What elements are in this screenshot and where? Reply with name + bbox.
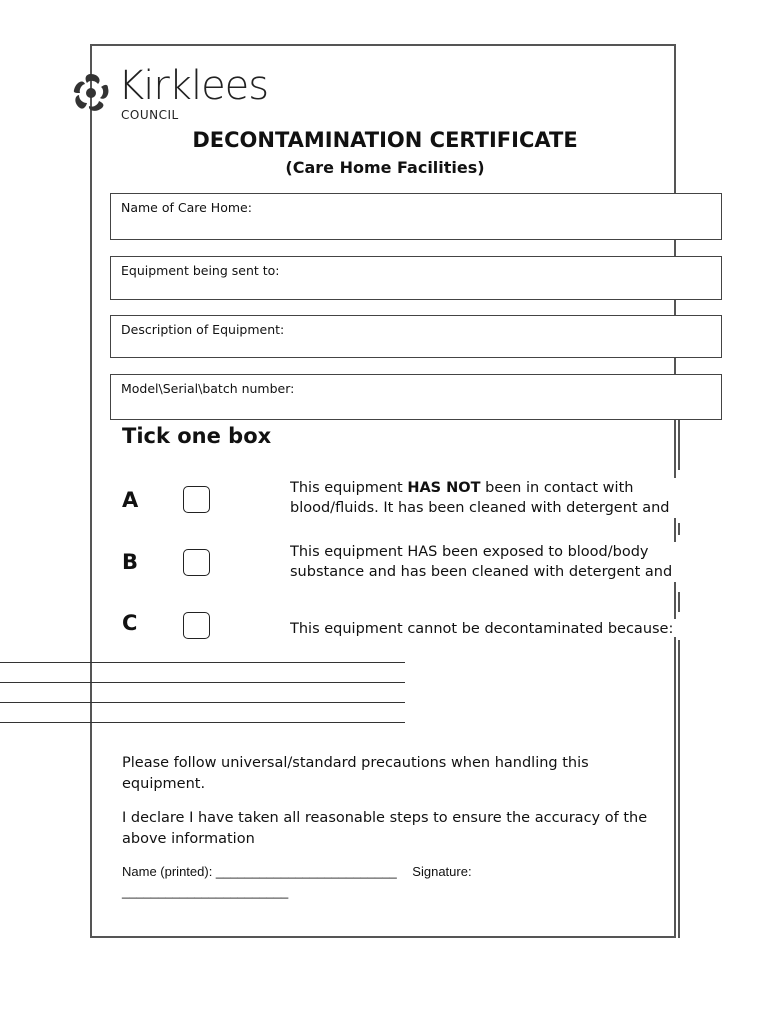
option-c-letter: C [122, 611, 138, 635]
equipment-description-field[interactable] [110, 315, 722, 358]
option-c-text: This equipment cannot be decontaminated because: [290, 619, 710, 637]
care-home-name-field[interactable] [110, 193, 722, 240]
field-label: Description of Equipment: [121, 322, 285, 337]
frame-segment [678, 523, 680, 535]
equipment-sent-to-field[interactable] [110, 256, 722, 300]
writing-line[interactable] [0, 662, 405, 663]
option-b-letter: B [122, 550, 139, 574]
option-b-text: This equipment HAS been exposed to blood/body substance and has been cleaned with detergent and [290, 542, 710, 582]
page-title: DECONTAMINATION CERTIFICATE [192, 128, 578, 152]
option-a-letter: A [122, 488, 139, 512]
page-subtitle: (Care Home Facilities) [285, 158, 485, 177]
option-a-text-pre: This equipment [290, 480, 408, 496]
frame-segment [678, 592, 680, 612]
frame-segment [678, 640, 680, 938]
logo-wordmark: Kirklees [118, 63, 269, 109]
option-b-checkbox[interactable] [183, 549, 210, 576]
model-serial-batch-field[interactable] [110, 374, 722, 420]
option-a-text-post: been in contact with blood/fluids. It has been cleaned with detergent and [290, 480, 670, 516]
name-printed-line[interactable] [122, 864, 472, 879]
logo-subtitle: COUNCIL [121, 108, 179, 122]
writing-line[interactable] [0, 702, 405, 703]
writing-line[interactable] [0, 722, 405, 723]
field-label: Equipment being sent to: [121, 263, 280, 278]
precautions-text: Please follow universal/standard precautions when handling this equipment. [122, 755, 589, 792]
option-c-checkbox[interactable] [183, 612, 210, 639]
name-printed-label: Name (printed): _________________________ [122, 864, 397, 879]
declaration-text: I declare I have taken all reasonable steps to ensure the accuracy of the above information [122, 810, 648, 847]
option-a-text-bold: HAS NOT [407, 480, 481, 496]
field-label: Model\Serial\batch number: [121, 381, 295, 396]
option-a-text [290, 478, 710, 518]
option-a-checkbox[interactable] [183, 486, 210, 513]
kirklees-logo-icon [68, 70, 114, 116]
field-label: Name of Care Home: [121, 200, 252, 215]
signature-label: Signature: [412, 864, 472, 879]
frame-segment [678, 420, 680, 470]
signature-line[interactable]: _______________________ [122, 884, 289, 899]
writing-line[interactable] [0, 682, 405, 683]
tick-heading: Tick one box [122, 424, 272, 448]
